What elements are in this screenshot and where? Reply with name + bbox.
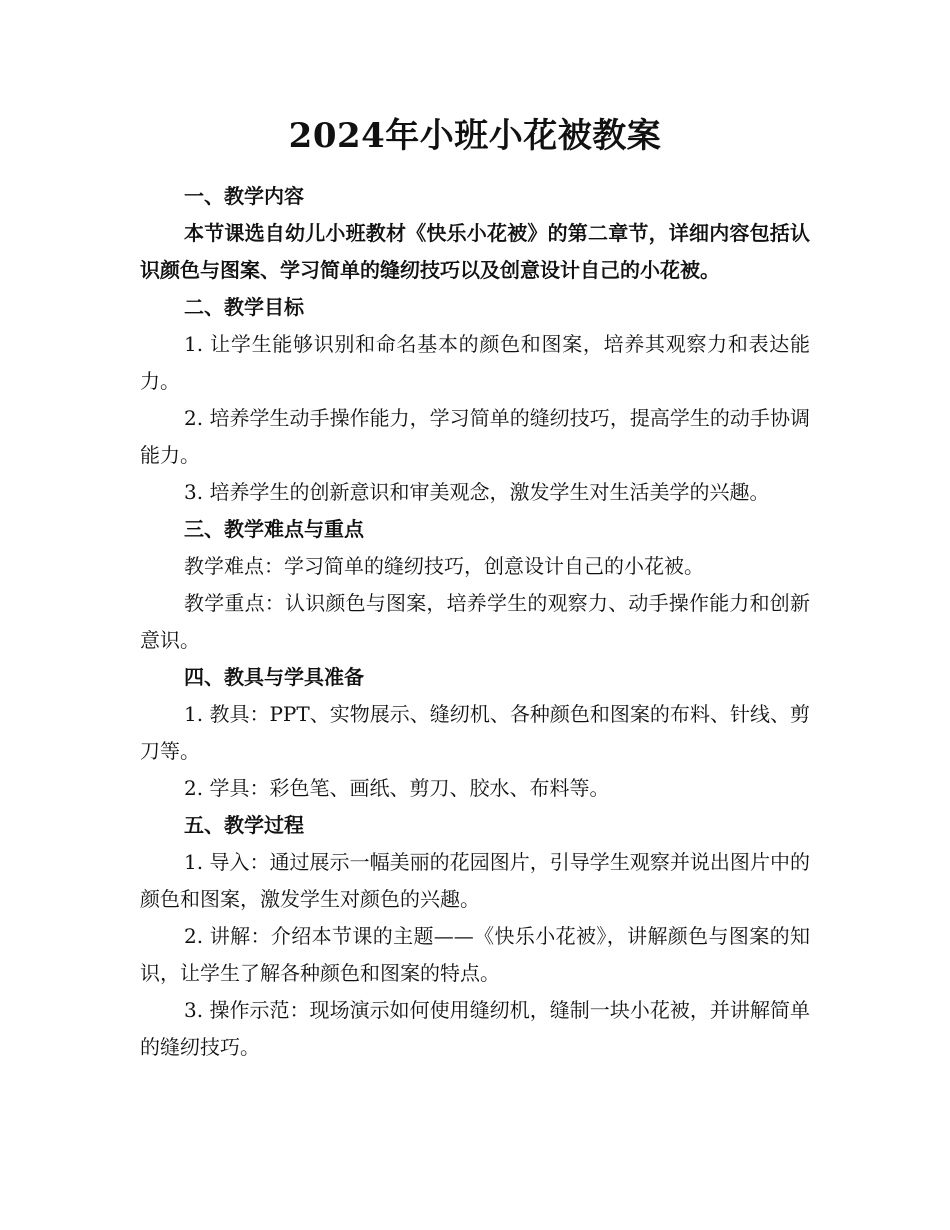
process-item-3: 3. 操作示范：现场演示如何使用缝纫机，缝制一块小花被，并讲解简单的缝纫技巧。	[140, 998, 810, 1059]
materials-item-1: 1. 教具：PPT、实物展示、缝纫机、各种颜色和图案的布料、针线、剪刀等。	[140, 702, 810, 763]
page-title: 2024年小班小花被教案	[288, 116, 662, 156]
goal-item-2: 2. 培养学生动手操作能力，学习简单的缝纫技巧，提高学生的动手协调能力。	[140, 406, 810, 467]
section-heading-process: 五、教学过程	[184, 813, 304, 837]
content-paragraph: 本节课选自幼儿小班教材《快乐小花被》的第二章节，详细内容包括认识颜色与图案、学习简单的缝纫技巧以及创意设计自己的小花被。	[140, 221, 810, 282]
process-item-2: 2. 讲解：介绍本节课的主题——《快乐小花被》，讲解颜色与图案的知识，让学生了解各种颜色和图案的特点。	[140, 924, 810, 985]
materials-item-2: 2. 学具：彩色笔、画纸、剪刀、胶水、布料等。	[184, 776, 610, 800]
goal-item-3: 3. 培养学生的创新意识和审美观念，激发学生对生活美学的兴趣。	[184, 480, 770, 504]
goal-item-1: 1. 让学生能够识别和命名基本的颜色和图案，培养其观察力和表达能力。	[140, 332, 810, 393]
difficulty-paragraph: 教学难点：学习简单的缝纫技巧，创意设计自己的小花被。	[184, 554, 704, 578]
focus-paragraph: 教学重点：认识颜色与图案，培养学生的观察力、动手操作能力和创新意识。	[140, 591, 810, 652]
section-heading-materials: 四、教具与学具准备	[184, 665, 364, 689]
process-item-1: 1. 导入：通过展示一幅美丽的花园图片，引导学生观察并说出图片中的颜色和图案，激发学生对颜色的兴趣。	[140, 850, 810, 911]
section-heading-difficulties: 三、教学难点与重点	[184, 517, 364, 541]
section-heading-goals: 二、教学目标	[184, 295, 304, 319]
section-heading-content: 一、教学内容	[184, 184, 304, 208]
